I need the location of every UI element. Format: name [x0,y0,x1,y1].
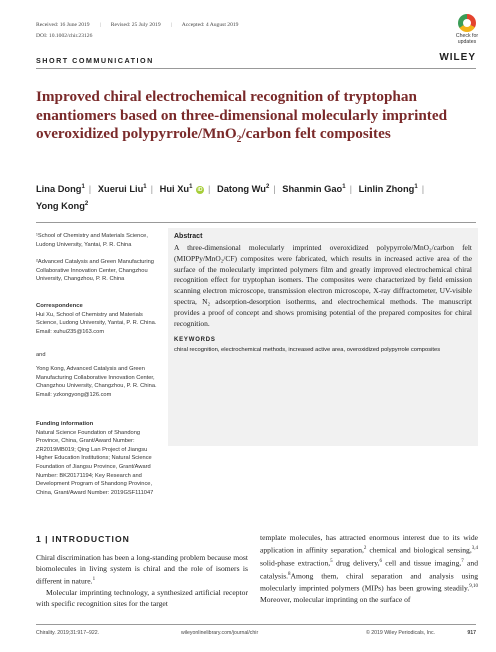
correspondence-1: Hui Xu, School of Chemistry and Materials Science, Ludong University, Yantai, P. R. China. [36,311,157,327]
author-name: Yong Kong [36,201,85,212]
funding-text: Natural Science Foundation of Shandong Province, China, Grant/Award Number: ZR2019MB019; Qing Lan Project of Jiangsu Higher Education Institutions; Natural Science Foundation of Jiangsu Province, Grant/Award Number: BK20171194; Key Research and Development Program of Shandong Province, China, Grant/Award Number: 2019GSF111047 [36,429,154,496]
author-affil: 1 [342,184,346,190]
author-name: Xuerui Liu [97,184,144,195]
abstract-box [168,228,478,446]
title-subscript: 2 [236,135,242,146]
author-separator: | [273,184,276,195]
citation[interactable]: 8 [288,571,291,577]
section-heading-introduction: 1 | INTRODUCTION [36,534,130,544]
author-affil: 2 [265,184,270,190]
affiliation-1: ¹School of Chemistry and Materials Science, Ludong University, Yantai, P. R. China [36,233,148,248]
title-part-1: Improved chiral electrochemical recognition of tryptophan enantiomers based on three-dimensional molecularly imprinted overoxidized polypyrrole/MnO [36,88,448,142]
citation[interactable]: 3,4 [471,546,478,552]
author-name: Shanmin Gao [282,184,343,195]
title-part-2: /carbon felt composites [241,125,391,142]
author-separator: | [88,184,92,195]
correspondence-block-2 [36,365,160,399]
correspondence-block [36,302,160,336]
intro-paragraph-2: Molecular imprinting technology, a synthesized artificial receptor with specific recognition sites for the target [36,588,248,609]
orcid-icon[interactable]: iD [197,187,203,194]
correspondence-and: and [36,352,46,358]
intro-left-column [36,552,248,610]
check-for-updates-badge[interactable] [450,14,484,52]
revised-date: Revised: 25 July 2019 [110,22,161,28]
author[interactable] [98,184,147,194]
intro-paragraph-1 [36,552,248,587]
check-badge-label: Check for updates [455,33,479,45]
footer-rule [36,624,476,625]
journal-citation: Chirality. 2019;31:917–922. [36,630,100,636]
author-separator: | [208,184,211,195]
copyright: © 2019 Wiley Periodicals, Inc. [366,630,435,636]
affiliation-2: ²Advanced Catalysis and Green Manufacturing Collaborative Innovation Center, Changzhou University, Changzhou, P. R. China [36,259,154,283]
authors-rule [36,222,476,223]
author-list [36,180,476,214]
doi[interactable]: DOI: 10.1002/chir.23126 [36,33,93,39]
correspondence-2: Yong Kong, Advanced Catalysis and Green Manufacturing Collaborative Innovation Center, Changzhou University, Changzhou, P. R. China. [36,366,157,390]
author-name: Linlin Zhong [358,184,415,195]
author-name: Datong Wu [217,184,266,195]
citation[interactable]: 7 [461,558,464,564]
author-separator: | [150,184,154,195]
abstract-heading: Abstract [174,233,203,240]
author-affil: 1 [81,184,85,190]
author-affil: 2 [84,201,89,208]
author[interactable] [36,201,88,211]
funding-heading: Funding information [36,421,94,427]
keywords-heading: KEYWORDS [174,337,216,344]
author[interactable] [160,184,204,194]
section-type: SHORT COMMUNICATION [36,56,154,65]
correspondence-1-email[interactable]: Email: xuhui235@163.com [36,328,105,335]
funding-block [36,420,160,497]
citation[interactable]: 2 [363,546,367,552]
author-affil: 1 [189,184,193,190]
author-separator: | [349,184,352,195]
author[interactable] [36,184,85,194]
author-separator: | [421,184,425,195]
abstract-text: A three-dimensional molecularly imprinted overoxidized polypyrrole/MnO₂/carbon felt (MIOPPy/MnO₂/CF) composites were fabricated, which results in increased active area of the surface of the molecularly imprinted polymers film and greatly improved electrochemical chiral recognition effect for tryptophan isomers. The composites were characterized by field emission scanning electron microscope, transmission electron microscope, X-ray diffractometer, UV-visible spectra, N₂ adsorption-desorption isotherms, and electrochemical methods. The manuscript provides a proof of concept and shows promising potential of the prepared composites for chiral recognition. [174,243,472,328]
citation[interactable]: 6 [379,558,382,564]
author[interactable] [217,184,269,194]
correspondence-2-email[interactable]: Email: yzkongyong@126.com [36,391,112,398]
keywords-text: chiral recognition, electrochemical methods, increased active area, overoxidized polypyrrole composites [174,347,441,354]
author-name: Hui Xu [159,184,190,195]
header-rule [36,68,476,69]
intro-p1-text: Chiral discrimination has been a long-standing problem because most biomolecules in living system is chiral and the role of isomers is different in nature. [36,553,248,586]
correspondence-heading: Correspondence [36,303,83,309]
author[interactable] [359,184,418,194]
author-name: Lina Dong [36,184,82,195]
date-separator: | [99,22,101,28]
accepted-date: Accepted: 4 August 2019 [181,22,239,28]
article-title [36,88,466,150]
author-affil: 1 [414,184,418,190]
author-affil: 1 [143,184,147,190]
crossmark-icon [458,14,476,32]
author[interactable] [282,184,345,194]
page-number: 917 [467,630,476,636]
received-date: Received: 16 June 2019 [36,22,90,28]
citation[interactable]: 9,10 [469,584,478,590]
publisher-logo: WILEY [439,52,476,63]
intro-right-column: template molecules, has attracted enormous interest due to its wide application in affinity separation,$^2$ chemical and biological sensing,$^{3,4}$ solid-phase extraction,$^5$ drug delivery,$^6$ cell and tissue imaging,$^7$ and catalysis.$^8$Among them, chiral separation and analysis using molecularly imprinted polymers (MIPs) has been growing steadily.$^{9,10}$ Moreover, molecular imprinting on the surface of [260,533,478,605]
date-separator: | [170,22,172,28]
citation[interactable]: 5 [330,558,333,564]
citation[interactable]: 1 [92,577,96,583]
journal-url[interactable]: wileyonlinelibrary.com/journal/chir [181,630,259,636]
article-dates [36,22,238,28]
